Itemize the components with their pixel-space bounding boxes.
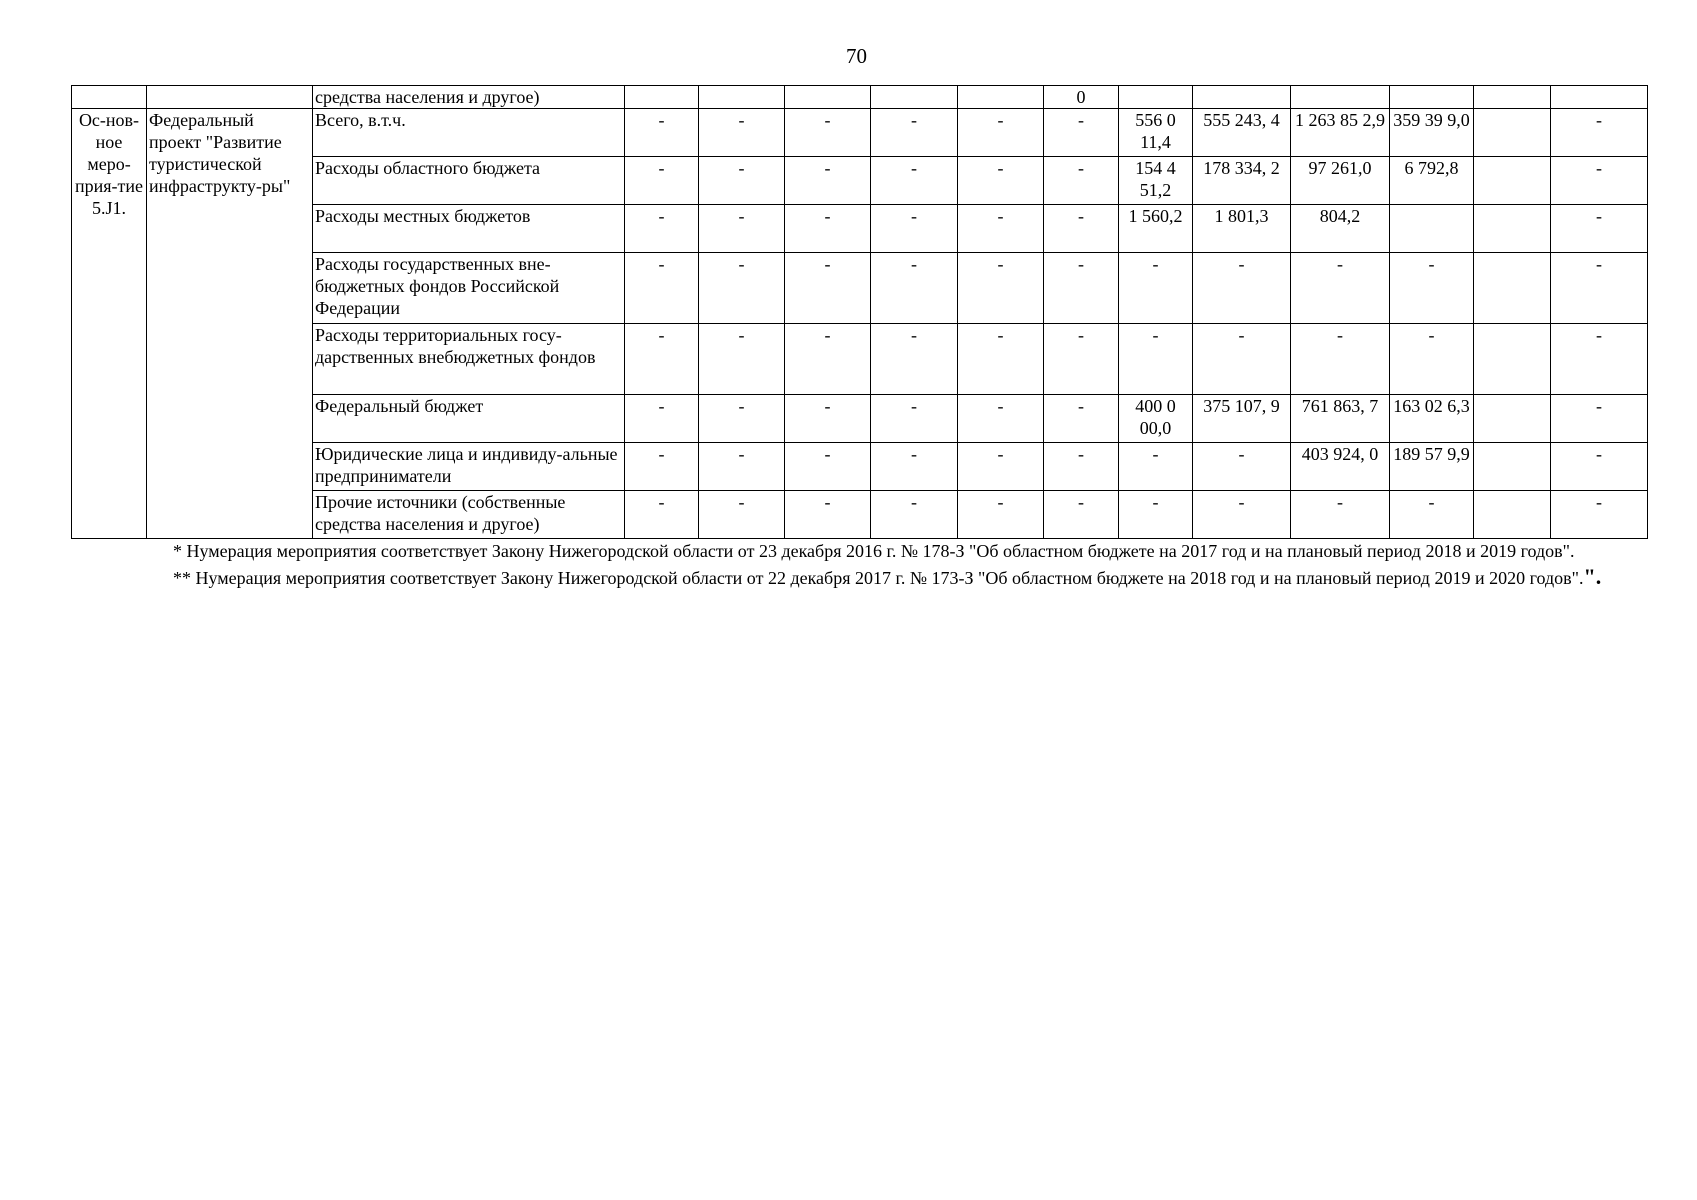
value-cell: 375 107, 9 [1193,395,1291,443]
value-cell: - [1193,443,1291,491]
value-cell: - [785,443,871,491]
footnote-1: * Нумерация мероприятия соответствует Закону Нижегородской области от 23 декабря 2016 г. № 178-З "Об областном бюджете на 2017 год и на плановый период 2018 и 2019 годов". [173,541,1575,561]
value-cell: - [1551,395,1648,443]
source-label: Федеральный бюджет [313,395,625,443]
value-cell: - [699,395,785,443]
value-cell: - [1044,109,1119,157]
value-cell [785,86,871,109]
value-cell: - [1193,253,1291,324]
value-cell: 804,2 [1291,205,1390,253]
footnote-2-text: ** Нумерация мероприятия соответствует Закону Нижегородской области от 22 декабря 2017 г. № 173-З "Об областном бюджете на 2018 год и на плановый период 2019 и 2020 годов". [173,568,1584,588]
value-cell: - [958,109,1044,157]
value-cell: - [871,109,958,157]
value-cell: 0 [1044,86,1119,109]
value-cell: - [1551,253,1648,324]
value-cell: - [1119,491,1193,539]
value-cell [625,86,699,109]
value-cell: 1 263 85 2,9 [1291,109,1390,157]
value-cell [1291,86,1390,109]
value-cell: - [1193,491,1291,539]
value-cell [1474,324,1551,395]
value-cell: - [1291,491,1390,539]
value-cell: - [785,324,871,395]
project-cell-empty [147,86,313,109]
value-cell: - [958,395,1044,443]
value-cell: - [785,253,871,324]
value-cell [1474,109,1551,157]
table-row [72,109,1648,157]
source-label: Всего, в.т.ч. [313,109,625,157]
value-cell: - [785,205,871,253]
footnotes [100,540,1616,591]
value-cell: - [1291,324,1390,395]
value-cell: - [958,253,1044,324]
value-cell: 189 57 9,9 [1390,443,1474,491]
value-cell [1474,157,1551,205]
value-cell: - [1119,253,1193,324]
closing-quote-mark: ". [1583,564,1602,589]
value-cell: - [1044,491,1119,539]
source-label: Расходы местных бюджетов [313,205,625,253]
value-cell: - [785,109,871,157]
value-cell: - [1044,157,1119,205]
value-cell [1474,491,1551,539]
value-cell: - [871,324,958,395]
code-cell-empty [72,86,147,109]
value-cell: - [958,157,1044,205]
value-cell: - [1551,324,1648,395]
value-cell: - [871,491,958,539]
value-cell: 97 261,0 [1291,157,1390,205]
value-cell: - [1044,253,1119,324]
value-cell: - [699,109,785,157]
value-cell: - [1551,157,1648,205]
value-cell: - [1119,324,1193,395]
source-label: Юридические лица и индивиду-альные предприниматели [313,443,625,491]
value-cell: - [1551,205,1648,253]
value-cell: - [625,443,699,491]
value-cell: 555 243, 4 [1193,109,1291,157]
value-cell: - [1390,253,1474,324]
value-cell: - [871,395,958,443]
value-cell [699,86,785,109]
value-cell: - [625,253,699,324]
budget-table [71,85,1648,539]
value-cell: - [625,491,699,539]
value-cell [1474,395,1551,443]
value-cell: - [958,491,1044,539]
value-cell: - [699,491,785,539]
source-label: Расходы государственных вне-бюджетных фондов Российской Федерации [313,253,625,324]
value-cell: - [699,324,785,395]
value-cell: - [1119,443,1193,491]
source-label: Расходы территориальных госу-дарственных внебюджетных фондов [313,324,625,395]
value-cell: - [1551,491,1648,539]
table-row-continued [72,86,1648,109]
budget-table-body [72,86,1648,539]
value-cell: - [1551,443,1648,491]
value-cell: - [871,157,958,205]
value-cell: - [1390,491,1474,539]
page-number: 70 [846,44,867,68]
value-cell: 154 4 51,2 [1119,157,1193,205]
value-cell: 359 39 9,0 [1390,109,1474,157]
value-cell [1193,86,1291,109]
value-cell: - [699,205,785,253]
value-cell: 163 02 6,3 [1390,395,1474,443]
value-cell: 556 0 11,4 [1119,109,1193,157]
value-cell: - [958,443,1044,491]
value-cell: 1 560,2 [1119,205,1193,253]
value-cell: - [1044,443,1119,491]
value-cell: 761 863, 7 [1291,395,1390,443]
value-cell: - [625,324,699,395]
value-cell: - [699,443,785,491]
value-cell: - [699,253,785,324]
value-cell [958,86,1044,109]
event-code: Ос-нов-ное меро-прия-тие 5.J1. [72,109,147,539]
source-label: Прочие источники (собственные средства населения и другое) [313,491,625,539]
source-label: средства населения и другое) [313,86,625,109]
value-cell [1390,86,1474,109]
value-cell: - [871,253,958,324]
footnote-2 [100,565,1616,590]
value-cell: - [785,395,871,443]
value-cell: - [625,205,699,253]
value-cell: - [625,395,699,443]
value-cell: - [785,157,871,205]
value-cell: 178 334, 2 [1193,157,1291,205]
value-cell: - [1390,324,1474,395]
source-label: Расходы областного бюджета [313,157,625,205]
value-cell: - [1551,109,1648,157]
value-cell [1551,86,1648,109]
value-cell [1119,86,1193,109]
value-cell: - [1044,324,1119,395]
value-cell: 6 792,8 [1390,157,1474,205]
value-cell: - [871,205,958,253]
value-cell: - [1044,395,1119,443]
value-cell: - [958,205,1044,253]
project-name: Федеральный проект "Развитие туристической инфраструкту-ры" [147,109,313,539]
value-cell: - [871,443,958,491]
value-cell [1474,443,1551,491]
value-cell: - [1044,205,1119,253]
value-cell: - [958,324,1044,395]
value-cell: 400 0 00,0 [1119,395,1193,443]
value-cell [1390,205,1474,253]
value-cell [1474,253,1551,324]
value-cell: - [699,157,785,205]
value-cell: - [1193,324,1291,395]
value-cell: 1 801,3 [1193,205,1291,253]
value-cell: - [785,491,871,539]
value-cell: - [1291,253,1390,324]
value-cell: - [625,157,699,205]
value-cell: 403 924, 0 [1291,443,1390,491]
value-cell [1474,86,1551,109]
value-cell [871,86,958,109]
value-cell [1474,205,1551,253]
value-cell: - [625,109,699,157]
